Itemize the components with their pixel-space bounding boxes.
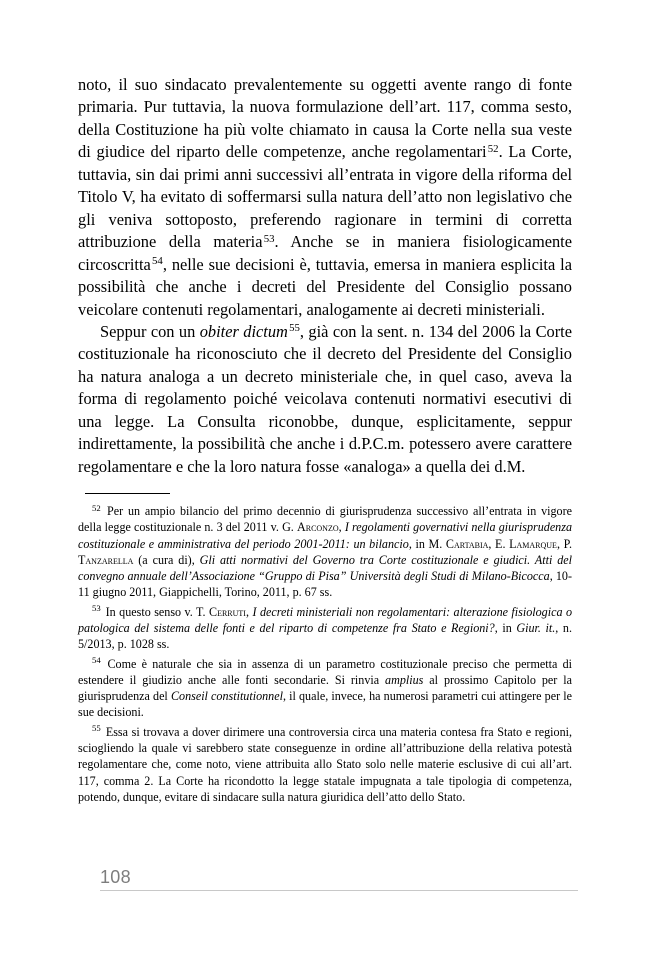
- body-paragraph: Seppur con un obiter dictum$^{55}$, già con la sent. n. 134 del 2006 la Corte costituzionale ha riconosciuto che il decreto del Presidente del Consiglio ha natura analoga a un decreto ministeriale che, in quel caso, aveva la forma di regolamento poiché veicolava contenuti normativi esecutivi di una legge. La Consulta riconobbe, dunque, esplicitamente, seppur indirettamente, la possibilità che anche i d.P.C.m. potessero avere carattere regolamentare e che la loro natura fosse «analoga» a quella dei d.M.: [78, 321, 572, 476]
- italic-text: Giur. it.: [516, 620, 556, 635]
- italic-text: Conseil constitutionnel: [170, 689, 283, 704]
- footnote-item: $^{52}$ Per un ampio bilancio del primo decennio di giurisprudenza successivo all’entrata in vigore della legge costituzionale n. 3 del 2011 v. G. Arconzo, I regolamenti governativi nella giurisprudenza costituzionale e amministrativa del periodo 2001-2011: un bilancio, in M. Cartabia, E. Lamarque, P. Tanzarella (a cura di), Gli atti normativi del Governo tra Corte costituzionale e giudici. Atti del convegno annuale dell’Associazione “Gruppo di Pisa” Università degli Studi di Milano-Bicocca, 10-11 giugno 2011, Giappichelli, Torino, 2011, p. 67 ss.: [78, 502, 572, 600]
- footnote-reference[interactable]: 55: [289, 322, 300, 335]
- italic-text: Gli atti normativi del Governo tra Corte costituzionale e giudici. Atti del convegno annuale dell’Associazione “Gruppo di Pisa” Università degli Studi di Milano-Bicocca: [78, 552, 572, 583]
- body-paragraph: noto, il suo sindacato prevalentemente su oggetti avente rango di fonte primaria. Pur tuttavia, la nuova formulazione dell’art. 117, comma sesto, della Costituzione ha più volte chiamato in causa la Corte nella sua veste di giudice del riparto delle competenze, anche regolamentari$^{52}$. La Corte, tuttavia, sin dai primi anni successivi all’entrata in vigore della riforma del Titolo V, ha evitato di soffermarsi sulla natura dell’atto non legislativo che gli veniva sottoposto, preferendo ragionare in termini di corretta attribuzione della materia$^{53}$. Anche se in maniera fisiologicamente circoscritta$^{54}$, nelle sue decisioni è, tuttavia, emersa in maniera esplicita la possibilità che anche i decreti del Presidente del Consiglio possano veicolare contenuti regolamentari, analogamente ai decreti ministeriali.: [78, 75, 573, 319]
- author-name: Lamarque: [509, 536, 557, 551]
- page-number: 108: [100, 867, 131, 887]
- footnote-reference[interactable]: 53: [263, 232, 275, 245]
- body-text-block: [78, 74, 572, 478]
- italic-text: I regolamenti governativi nella giurisprudenza costituzionale e amministrativa del periodo 2001-2011: un bilancio: [78, 520, 572, 551]
- footnotes-block: [78, 503, 572, 805]
- footnote-number: 52: [92, 502, 101, 513]
- italic-text: amplius: [385, 672, 424, 687]
- footnote-separator-rule: [85, 493, 170, 494]
- footer-divider: [100, 890, 578, 891]
- footnote-reference[interactable]: 52: [487, 142, 499, 155]
- footnote-item: $^{55}$ Essa si trovava a dover dirimere una controversia circa una materia contesa fra Stato e regioni, sciogliendo la quale vi sarebbero state conseguenze in ordine all’attribuzione della relativa potestà regolamentare che, come noto, viene attribuita allo Stato solo nelle materie esclusive di cui all’art. 117, comma 2. La Corte ha ricondotto la legge statale impugnata a tale tipologia di competenza, potendo, dunque, evitare di sindacare sulla natura giuridica dell’atto dello Stato.: [78, 723, 573, 804]
- author-name: Cerruti: [209, 604, 246, 619]
- author-name: Tanzarella: [78, 552, 134, 567]
- page-footer: [100, 866, 578, 891]
- footnote-number: 53: [92, 603, 101, 614]
- footnote-number: 54: [92, 655, 101, 666]
- footnote-number: 55: [92, 723, 101, 734]
- footnote-item: $^{54}$ Come è naturale che sia in assenza di un parametro costituzionale preciso che permetta di estendere il giudizio anche alle fonti secondarie. Si rinvia amplius al prossimo Capitolo per la giurisprudenza del Conseil constitutionnel, il quale, invece, ha numerosi parametri cui attingere per le sue decisioni.: [78, 655, 573, 720]
- footnote-item: $^{53}$ In questo senso v. T. Cerruti, I decreti ministeriali non regolamentari: alterazione fisiologica o patologica del sistema delle fonti e del riparto di competenze fra Stato e Regioni?, in Giur. it., n. 5/2013, p. 1028 ss.: [78, 603, 572, 652]
- italic-text: obiter dictum: [199, 321, 288, 341]
- italic-text: I decreti ministeriali non regolamentari: alterazione fisiologica o patologica del sistema delle fonti e del riparto di competenze fra Stato e Regioni?: [78, 604, 572, 635]
- author-name: Arconzo: [297, 520, 339, 535]
- author-name: Cartabia: [445, 536, 489, 551]
- footnote-reference[interactable]: 54: [152, 255, 163, 267]
